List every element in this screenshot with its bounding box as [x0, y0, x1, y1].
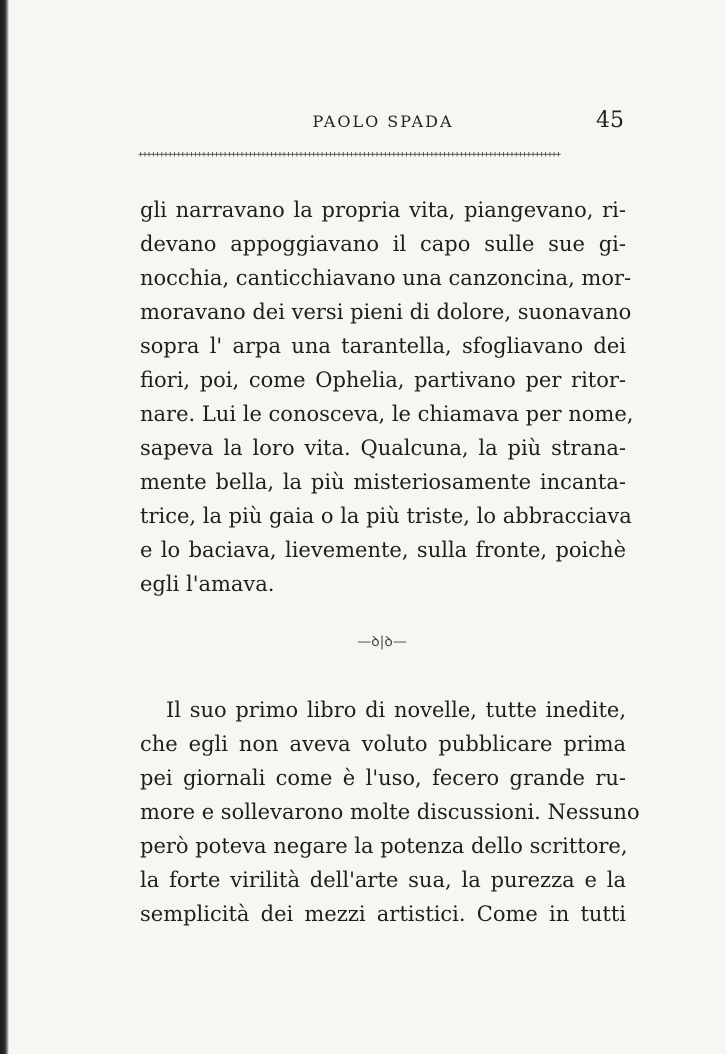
paragraph-2	[140, 693, 640, 931]
text-line: mente bella, la più misteriosamente incanta-	[140, 470, 626, 494]
text-line: gli narravano la propria vita, piangevano, ri-	[140, 198, 626, 222]
book-spine-edge	[0, 0, 9, 1054]
text-line: devano appoggiavano il capo sulle sue gi-	[140, 232, 626, 256]
page-header	[140, 108, 626, 138]
text-line: more e sollevarono molte discussioni. Nessuno	[140, 800, 640, 824]
text-line: sapeva la loro vita. Qualcuna, la più strana-	[140, 436, 626, 460]
text-line: fiori, poi, come Ophelia, partivano per ritor-	[140, 368, 626, 392]
text-line: moravano dei versi pieni di dolore, suonavano	[140, 300, 632, 324]
text-line: pei giornali come è l'uso, fecero grande ru-	[140, 766, 626, 790]
text-line: la forte virilità dell'arte sua, la purezza e la	[140, 868, 626, 892]
text-line: però poteva negare la potenza dello scrittore,	[140, 834, 628, 858]
text-line: sopra l' arpa una tarantella, sfogliavano dei	[140, 334, 626, 358]
section-ornament: —ꝺ|ꝺ—	[357, 634, 407, 650]
text-line: e lo baciava, lievemente, sulla fronte, poichè	[140, 538, 626, 562]
page-number: 45	[596, 108, 624, 133]
text-line: nocchia, canticchiavano una canzoncina, mor-	[140, 266, 632, 290]
text-line: che egli non aveva voluto pubblicare prima	[140, 732, 626, 756]
text-line: semplicità dei mezzi artistici. Come in tutti	[140, 902, 626, 926]
text-line: trice, la più gaia o la più triste, lo abbracciava	[140, 504, 632, 528]
decorative-rule: ++++++++++++++++++++++++++++++++++++++++++++++++++++++++++++++++++++++++++++++++++++++++++++++++++++	[138, 150, 560, 160]
text-line: egli l'amava.	[140, 572, 275, 596]
text-line: Il suo primo libro di novelle, tutte inedite,	[166, 698, 626, 722]
paragraph-1	[140, 193, 634, 601]
running-title: PAOLO SPADA	[312, 112, 454, 131]
text-line: nare. Lui le conosceva, le chiamava per nome,	[140, 402, 634, 426]
